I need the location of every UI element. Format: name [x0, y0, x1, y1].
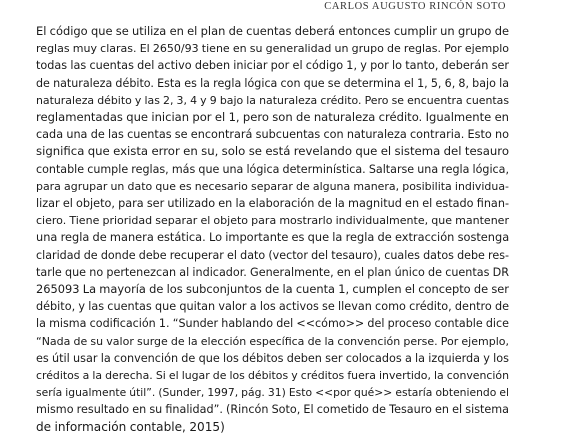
- paragraph-line: contable cumple reglas, más que una lógica determinística. Saltarse una regla lógica,: [36, 162, 509, 176]
- paragraph-line: reglas muy claras. El 2650/93 tiene en su generalidad un grupo de reglas. Por ejemplo: [36, 42, 509, 56]
- body-paragraph: [36, 23, 509, 436]
- paragraph-line: una regla de manera estática. Lo importante es que la regla de extracción sostenga: [36, 230, 510, 245]
- paragraph-line: es útil usar la convención de que los débitos deben ser colocados a la izquierda y los: [36, 351, 509, 365]
- paragraph-line: tarle que no pertenezcan al indicador. Generalmente, en el plan único de cuentas DR: [36, 265, 509, 279]
- paragraph-line: la misma codificación 1. “Sunder hablando del <<cómo>> del proceso contable dice: [36, 317, 509, 331]
- paragraph-line: créditos a la derecha. Si el lugar de los débitos y créditos fuera invertido, la convención: [36, 369, 509, 383]
- paragraph-line: de información contable, 2015): [36, 419, 225, 434]
- paragraph-line: naturaleza débito y las 2, 3, 4 y 9 bajo la naturaleza crédito. Pero se encuentra cuentas: [36, 93, 509, 107]
- paragraph-line: ciero. Tiene prioridad separar el objeto para mostrarlo individualmente, que mantener: [36, 214, 509, 228]
- paragraph-line: para agrupar un dato que es necesario separar de alguna manera, posibilita individua-: [36, 179, 509, 193]
- paragraph-line: 265093 La mayoría de los subconjuntos de la cuenta 1, cumplen el concepto de ser: [36, 282, 509, 297]
- paragraph-line: de naturaleza débito. Esta es la regla lógica con que se determina el 1, 5, 6, 8, bajo la: [36, 76, 509, 90]
- paragraph-line: significa que exista error en su, solo se está revelando que el sistema del tesauro: [36, 144, 509, 159]
- running-header: CARLOS AUGUSTO RINCÓN SOTO: [324, 1, 506, 12]
- paragraph-line: mismo resultado en su finalidad”. (Rincón Soto, El cometido de Tesauro en el sistema: [36, 403, 509, 417]
- paragraph-line: reglamentadas que inician por el 1, pero son de naturaleza crédito. Igualmente en: [36, 110, 509, 125]
- paragraph-line: cada una de las cuentas se encontrará subcuentas con naturaleza contraria. Esto no: [36, 128, 509, 142]
- paragraph-line: sería igualmente útil”. (Sunder, 1997, pág. 31) Esto <<por qué>> estaría obteniendo el: [36, 386, 509, 400]
- paragraph-line: lizar el objeto, para ser utilizado en la elaboración de la magnitud en el estado finan-: [36, 197, 509, 211]
- paragraph-line: “Nada de su valor surge de la elección específica de la convención perse. Por ejemplo,: [36, 334, 509, 348]
- paragraph-line: El código que se utiliza en el plan de cuentas deberá entonces cumplir un grupo de: [36, 24, 509, 38]
- paragraph-line: todas las cuentas del activo deben iniciar por el código 1, y por lo tanto, deberán ser: [36, 59, 509, 73]
- paragraph-line: débito, y las cuentas que quitan valor a los activos se llevan como crédito, dentro de: [36, 300, 509, 314]
- paragraph-line: claridad de donde debe recuperar el dato (vector del tesauro), cuales datos debe res-: [36, 248, 509, 262]
